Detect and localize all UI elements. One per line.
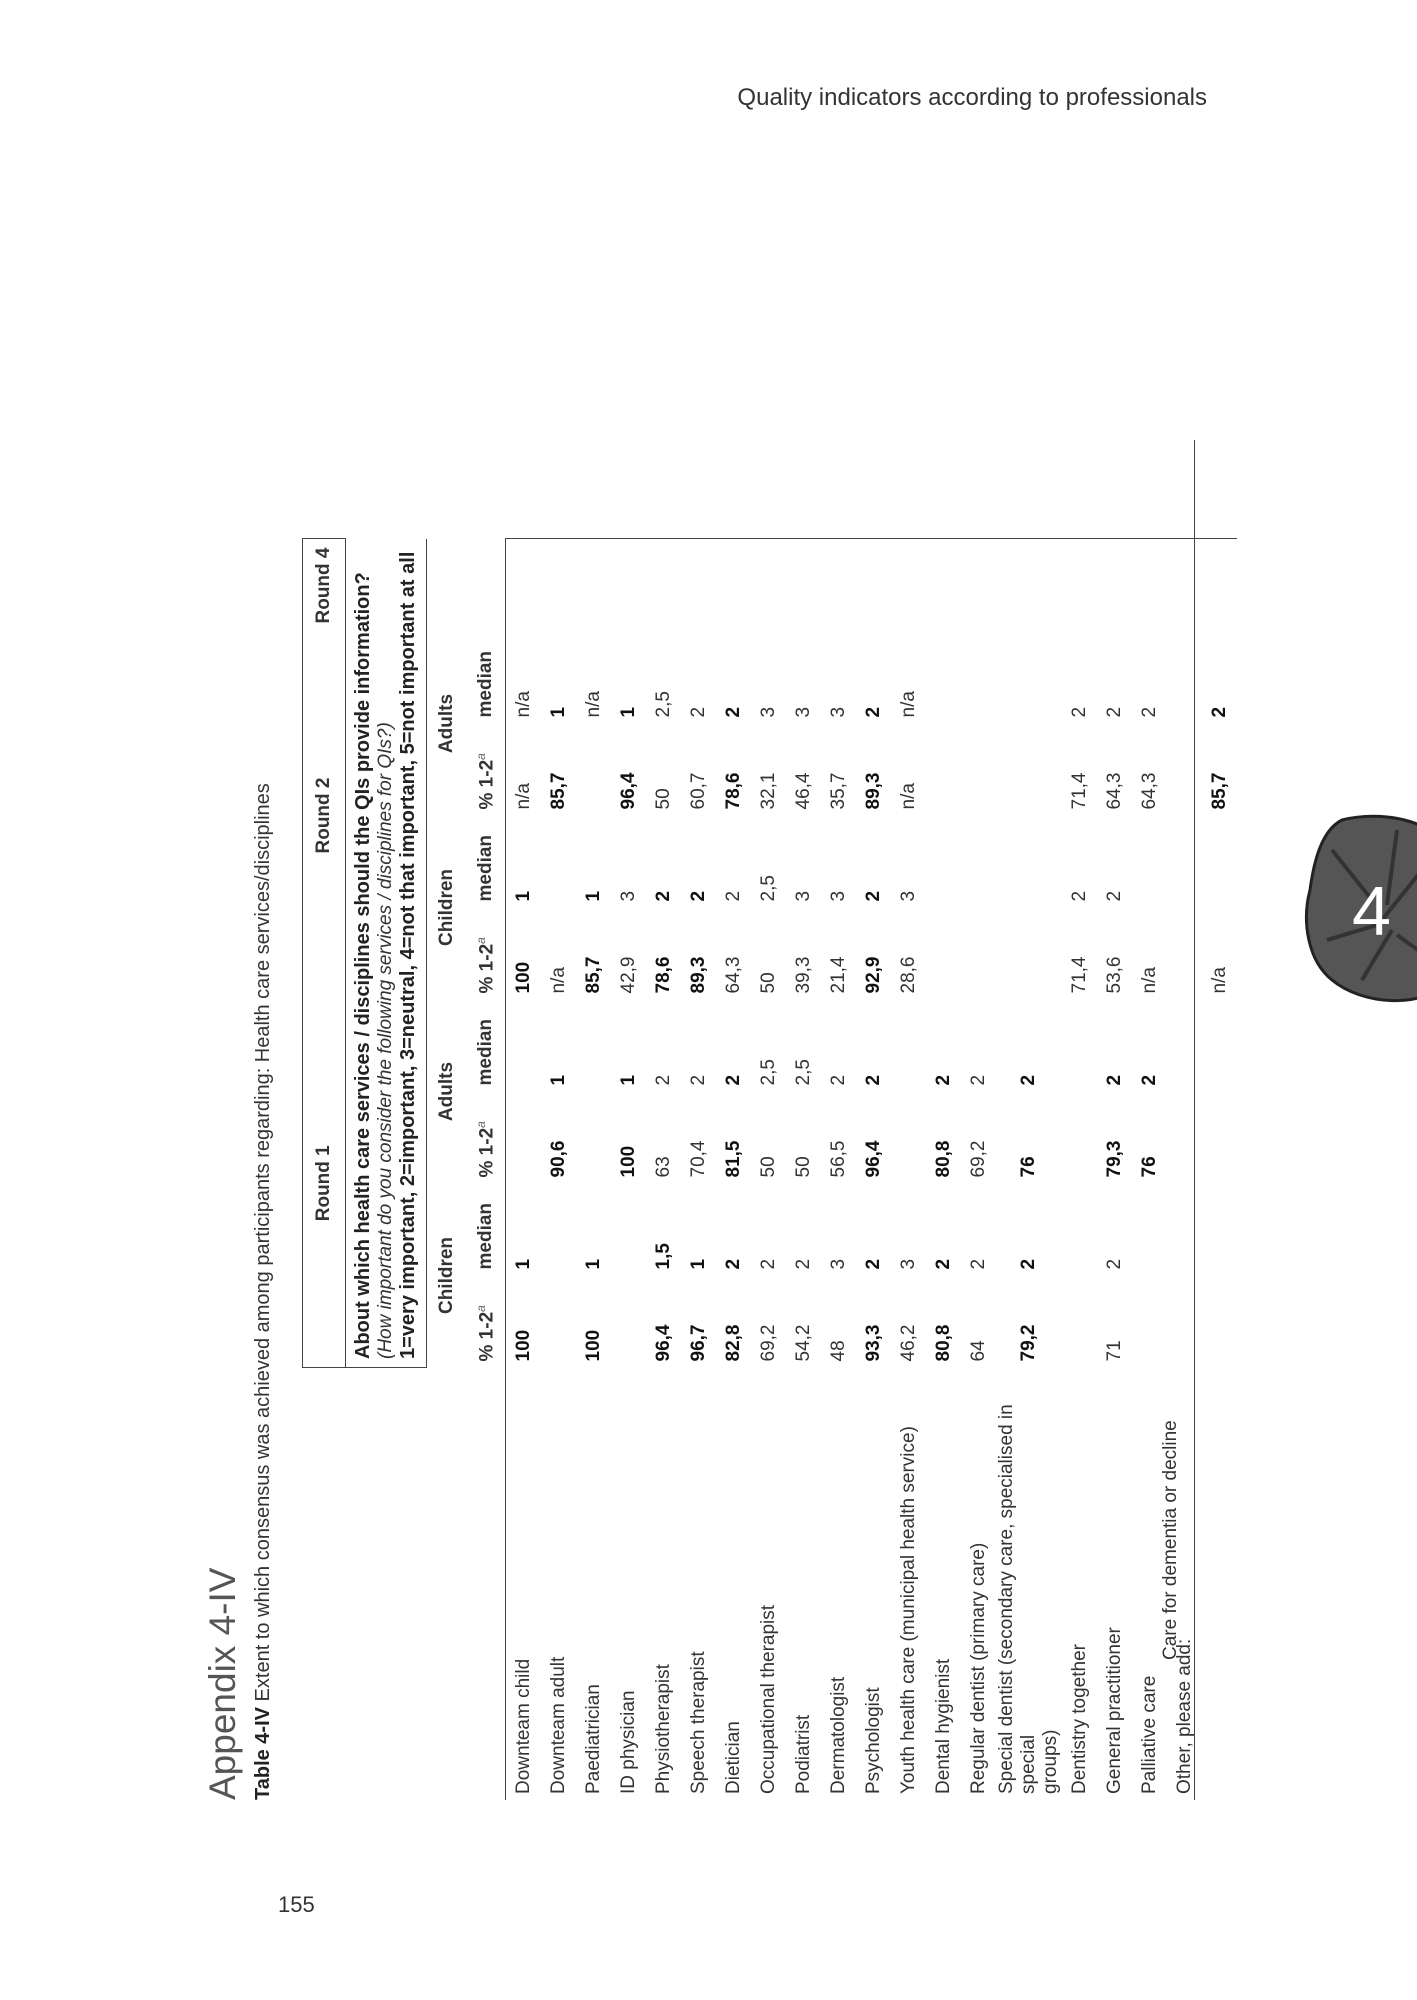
cell: 2 xyxy=(652,1074,674,1086)
round4-cell xyxy=(856,539,891,632)
cell: 2 xyxy=(862,1074,884,1086)
table-row xyxy=(961,539,996,1800)
table-caption xyxy=(252,783,275,1800)
cell xyxy=(926,908,961,1000)
cell: 2 xyxy=(1138,706,1160,718)
cell: 50 xyxy=(792,1156,814,1178)
appendix-title: Appendix 4-IV xyxy=(202,1567,243,1800)
cell: 69,2 xyxy=(757,1324,779,1362)
cell xyxy=(1062,1276,1097,1368)
cell xyxy=(1132,1276,1167,1368)
group-header-spacer xyxy=(427,1368,468,1801)
cell: 2 xyxy=(1103,1074,1125,1086)
cell: 90,6 xyxy=(547,1140,569,1178)
table-row xyxy=(926,539,961,1800)
cell: 2,5 xyxy=(792,1059,814,1086)
cell xyxy=(541,816,576,908)
bottom-rule xyxy=(1194,440,1195,1800)
cell: 2 xyxy=(1208,706,1230,718)
col-median: median xyxy=(467,816,506,908)
cell: 28,6 xyxy=(897,956,919,994)
cell xyxy=(996,724,1062,816)
cell: 42,9 xyxy=(617,956,639,994)
cell: 2 xyxy=(827,1074,849,1086)
question-line-1: About which health care services / disciplines should the QIs provide information? xyxy=(352,572,374,1359)
row-label: Dermatologist xyxy=(827,1676,849,1794)
row-label: Podiatrist xyxy=(792,1714,814,1794)
cell: 63 xyxy=(652,1156,674,1178)
cell: 54,2 xyxy=(792,1324,814,1362)
cell: 79,2 xyxy=(1018,1324,1039,1362)
cell: 64,3 xyxy=(722,956,744,994)
cell: 93,3 xyxy=(862,1324,884,1362)
cell: 32,1 xyxy=(757,772,779,810)
cell: 2,5 xyxy=(757,1059,779,1086)
cell: 3 xyxy=(617,890,639,902)
cell: n/a xyxy=(582,691,604,718)
cell xyxy=(541,1276,576,1368)
cell: 39,3 xyxy=(792,956,814,994)
cell xyxy=(576,1000,611,1092)
cell: 3 xyxy=(827,706,849,718)
cell xyxy=(506,1092,542,1184)
cell: 100 xyxy=(512,1329,534,1362)
cell: 71 xyxy=(1103,1340,1125,1362)
cell: n/a xyxy=(512,783,534,810)
cell: n/a xyxy=(512,691,534,718)
table-row xyxy=(996,539,1062,1800)
cell: 2 xyxy=(1068,890,1090,902)
cell: 2 xyxy=(792,1258,814,1270)
cell: 2 xyxy=(687,706,709,718)
cell xyxy=(996,908,1062,1000)
cell xyxy=(1167,908,1202,1000)
round4-cell xyxy=(541,539,576,632)
cell: 2 xyxy=(687,890,709,902)
round4-cell xyxy=(611,539,646,632)
row-label: Other, please add: xyxy=(1173,1638,1195,1794)
cell: 1 xyxy=(617,1074,639,1086)
cell: 2 xyxy=(932,1074,954,1086)
cell xyxy=(1167,724,1202,816)
cell: 89,3 xyxy=(687,956,709,994)
cell: 64,3 xyxy=(1103,772,1125,810)
cell: 35,7 xyxy=(827,772,849,810)
group-r2-children: Children xyxy=(427,816,468,1000)
cell: 80,8 xyxy=(932,1324,954,1362)
row-label: Paediatrician xyxy=(582,1684,604,1794)
cell: 64,3 xyxy=(1138,772,1160,810)
cell: 2 xyxy=(862,1258,884,1270)
cell xyxy=(576,1092,611,1184)
col-pct: % 1-2$^a$ xyxy=(467,1276,506,1368)
rotated-table-area xyxy=(202,440,1230,1800)
cell: 1 xyxy=(582,890,604,902)
round4-cell xyxy=(646,539,681,632)
table-row xyxy=(821,539,856,1800)
table-row xyxy=(1097,539,1132,1800)
cell: 2 xyxy=(932,1258,954,1270)
caption-label: Table 4-IV xyxy=(252,1707,274,1800)
row-label: Dental hygienist xyxy=(932,1658,954,1794)
cell: 2 xyxy=(722,706,744,718)
cell: 64 xyxy=(967,1340,989,1362)
cell xyxy=(1062,1000,1097,1092)
chapter-badge-number: 4 xyxy=(1352,872,1391,950)
table-row xyxy=(751,539,786,1800)
cell: 2 xyxy=(1068,706,1090,718)
cell: 1,5 xyxy=(652,1243,674,1270)
cell: 3 xyxy=(827,890,849,902)
cell xyxy=(1202,1276,1237,1368)
cell: 2 xyxy=(1138,1074,1160,1086)
table-row xyxy=(891,539,926,1800)
row-label: ID physician xyxy=(617,1690,639,1794)
cell: 1 xyxy=(687,1258,709,1270)
row-label: Speech therapist xyxy=(687,1651,709,1794)
row-label: Downteam adult xyxy=(547,1656,569,1794)
col-pct: % 1-2$^a$ xyxy=(467,724,506,816)
cell: 78,6 xyxy=(652,956,674,994)
row-label: Youth health care (municipal health service) xyxy=(897,1426,919,1794)
group-r1-adults: Adults xyxy=(427,1000,468,1184)
group-r4-empty xyxy=(427,539,468,632)
consensus-table xyxy=(302,539,1237,1801)
table-row xyxy=(1062,539,1097,1800)
cell: 69,2 xyxy=(967,1140,989,1178)
cell: 92,9 xyxy=(862,956,884,994)
cell: 85,7 xyxy=(582,956,604,994)
cell: 48 xyxy=(827,1340,849,1362)
cell: 2 xyxy=(862,890,884,902)
row-label: Dietician xyxy=(722,1721,744,1794)
col-pct: % 1-2$^a$ xyxy=(467,1092,506,1184)
cell xyxy=(1062,1092,1097,1184)
cell: 85,7 xyxy=(547,772,569,810)
cell: 50 xyxy=(652,788,674,810)
cell xyxy=(891,1000,926,1092)
cell: 96,7 xyxy=(687,1324,709,1362)
cell: 50 xyxy=(757,972,779,994)
cell: 2 xyxy=(967,1074,989,1086)
question-block xyxy=(346,539,427,1368)
cell xyxy=(1167,1276,1202,1368)
cell: 71,4 xyxy=(1068,956,1090,994)
cell: 76 xyxy=(1138,1156,1160,1178)
cell: 3 xyxy=(792,890,814,902)
cell xyxy=(1167,816,1202,908)
cell xyxy=(1167,1000,1202,1092)
round4-cell xyxy=(576,539,611,632)
cell: n/a xyxy=(1138,967,1160,994)
cell xyxy=(996,632,1062,724)
cell xyxy=(926,816,961,908)
cell: 2 xyxy=(722,1074,744,1086)
col-median: median xyxy=(467,632,506,724)
cell: 79,3 xyxy=(1103,1140,1125,1178)
cell xyxy=(541,1184,576,1276)
chapter-badge xyxy=(1302,810,1417,1010)
round4-cell xyxy=(1167,539,1202,632)
cell: 71,4 xyxy=(1068,772,1090,810)
table-row-other xyxy=(1202,539,1237,1800)
round4-cell xyxy=(1097,539,1132,632)
cell xyxy=(1202,816,1237,908)
cell xyxy=(1202,1000,1237,1092)
cell: 100 xyxy=(582,1329,604,1362)
page-number: 155 xyxy=(278,1892,315,1917)
cell xyxy=(611,1276,646,1368)
round4-cell xyxy=(996,539,1062,632)
round4-cell xyxy=(1062,539,1097,632)
row-label-spacer xyxy=(1202,1368,1237,1801)
cell xyxy=(1167,1184,1202,1276)
cell xyxy=(1132,1184,1167,1276)
cell: 46,4 xyxy=(792,772,814,810)
cell: 85,7 xyxy=(1208,772,1230,810)
empty-corner xyxy=(303,1368,427,1801)
cell: 2,5 xyxy=(757,875,779,902)
cell xyxy=(1202,1184,1237,1276)
cell: 2 xyxy=(967,1258,989,1270)
cell: 3 xyxy=(792,706,814,718)
cell: 81,5 xyxy=(722,1140,744,1178)
cell: 3 xyxy=(897,890,919,902)
round4-cell xyxy=(891,539,926,632)
table-row xyxy=(576,539,611,1800)
row-label: Downteam child xyxy=(512,1658,534,1794)
table-row xyxy=(541,539,576,1800)
round4-cell xyxy=(926,539,961,632)
cell: 2 xyxy=(687,1074,709,1086)
round4-cell xyxy=(786,539,821,632)
table-row xyxy=(716,539,751,1800)
cell: 2,5 xyxy=(652,691,674,718)
cell xyxy=(961,908,996,1000)
cell xyxy=(1202,1092,1237,1184)
cell: 89,3 xyxy=(862,772,884,810)
cell: 78,6 xyxy=(722,772,744,810)
running-header: Quality indicators according to professionals xyxy=(737,84,1207,111)
cell: 70,4 xyxy=(687,1140,709,1178)
row-label: Occupational therapist xyxy=(757,1604,779,1794)
question-line-2: (How important do you consider the following services / disciplines for QIs?) xyxy=(375,722,396,1359)
round4-cell xyxy=(681,539,716,632)
cell: 2 xyxy=(722,1258,744,1270)
column-header-spacer xyxy=(467,1368,506,1801)
cell: 1 xyxy=(547,1074,569,1086)
round-4-header: Round 4 xyxy=(303,539,346,632)
cell xyxy=(1062,1184,1097,1276)
cell: 80,8 xyxy=(932,1140,954,1178)
cell: 46,2 xyxy=(897,1324,919,1362)
cell: 53,6 xyxy=(1103,956,1125,994)
cell: 50 xyxy=(757,1156,779,1178)
cell: 1 xyxy=(547,706,569,718)
cell: 1 xyxy=(617,706,639,718)
cell: 96,4 xyxy=(617,772,639,810)
cell xyxy=(611,1184,646,1276)
col-pct: % 1-2$^a$ xyxy=(467,908,506,1000)
cell: 76 xyxy=(1018,1156,1039,1178)
cell: 96,4 xyxy=(862,1140,884,1178)
col-round4-empty xyxy=(467,539,506,632)
cell: 2 xyxy=(1103,1258,1125,1270)
round4-cell xyxy=(506,539,542,632)
row-label: Dentistry together xyxy=(1068,1644,1090,1794)
cell xyxy=(961,632,996,724)
cell: 1 xyxy=(582,1258,604,1270)
cell xyxy=(926,724,961,816)
round-2-header: Round 2 xyxy=(303,632,346,1000)
table-row xyxy=(646,539,681,1800)
cell: 1 xyxy=(512,1258,534,1270)
cell: n/a xyxy=(897,691,919,718)
round4-cell xyxy=(961,539,996,632)
cell: 2 xyxy=(1018,1258,1039,1270)
cell: 2 xyxy=(652,890,674,902)
cell: 96,4 xyxy=(652,1324,674,1362)
cell: 56,5 xyxy=(827,1140,849,1178)
cell: 2 xyxy=(1018,1074,1039,1086)
cell xyxy=(506,1000,542,1092)
cell xyxy=(996,816,1062,908)
row-label: Palliative care xyxy=(1138,1675,1160,1794)
round-1-header: Round 1 xyxy=(303,1000,346,1368)
cell: n/a xyxy=(1208,967,1230,994)
cell: 100 xyxy=(512,961,534,994)
round4-cell xyxy=(716,539,751,632)
cell: 82,8 xyxy=(722,1324,744,1362)
group-r1-children: Children xyxy=(427,1184,468,1368)
cell: 3 xyxy=(827,1258,849,1270)
col-median: median xyxy=(467,1000,506,1092)
row-label: Physiotherapist xyxy=(652,1664,674,1794)
cell: n/a xyxy=(897,783,919,810)
cell: 2 xyxy=(1103,890,1125,902)
cell: 2 xyxy=(722,890,744,902)
round4-cell xyxy=(1202,539,1237,632)
row-label: General practitioner xyxy=(1103,1627,1125,1794)
row-label: Regular dentist (primary care) xyxy=(967,1542,989,1794)
caption-text: Extent to which consensus was achieved among participants regarding: Health care services/disciplines xyxy=(252,783,274,1707)
cell: 21,4 xyxy=(827,956,849,994)
row-label: Psychologist xyxy=(862,1687,884,1794)
cell: 100 xyxy=(617,1145,639,1178)
round4-cell xyxy=(751,539,786,632)
table-row xyxy=(506,539,542,1800)
cell xyxy=(1167,632,1202,724)
round4-cell xyxy=(1132,539,1167,632)
col-median: median xyxy=(467,1184,506,1276)
cell: 2 xyxy=(862,706,884,718)
cell: 3 xyxy=(897,1258,919,1270)
cell xyxy=(891,1092,926,1184)
round4-cell xyxy=(821,539,856,632)
row-label: Special dentist (secondary care, specialised in special groups) xyxy=(996,1404,1061,1794)
cell xyxy=(926,632,961,724)
question-line-3: 1=very important, 2=important, 3=neutral, 4=not that important, 5=not important at all xyxy=(397,551,419,1359)
other-row-label: Care for dementia or decline xyxy=(1160,1420,1181,1660)
cell: 3 xyxy=(757,706,779,718)
cell: 2 xyxy=(757,1258,779,1270)
table-row xyxy=(611,539,646,1800)
cell xyxy=(1167,1092,1202,1184)
cell xyxy=(961,724,996,816)
table-row xyxy=(681,539,716,1800)
cell xyxy=(961,816,996,908)
table-row xyxy=(856,539,891,1800)
group-r2-adults: Adults xyxy=(427,632,468,816)
cell xyxy=(576,724,611,816)
cell: 1 xyxy=(512,890,534,902)
cell: n/a xyxy=(547,967,569,994)
table-row xyxy=(786,539,821,1800)
cell: 60,7 xyxy=(687,772,709,810)
cell: 2 xyxy=(1103,706,1125,718)
cell xyxy=(1132,816,1167,908)
